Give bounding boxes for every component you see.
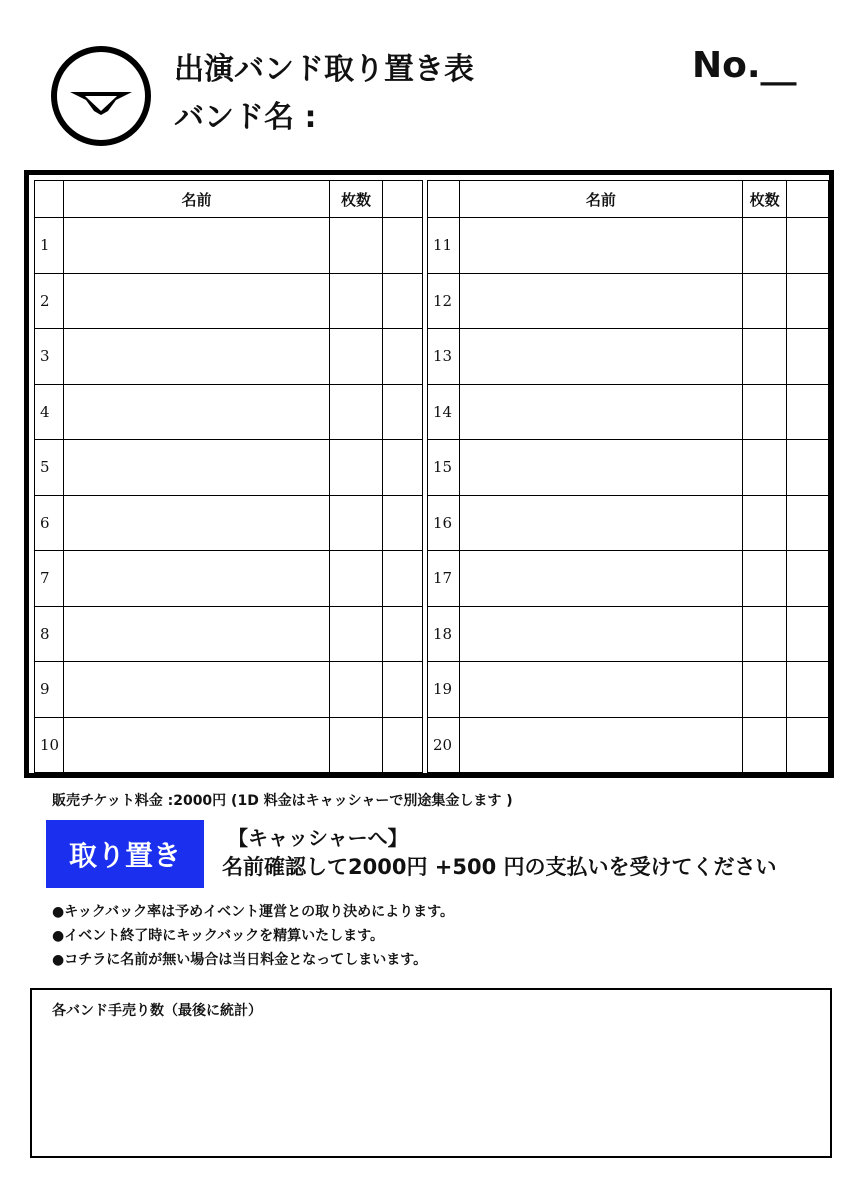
table-row <box>35 273 423 329</box>
cashier-instruction: 名前確認して2000円 +500 円の支払いを受けてください <box>222 855 777 879</box>
check-cell[interactable] <box>383 495 423 551</box>
name-cell[interactable] <box>64 717 330 773</box>
check-cell[interactable] <box>787 273 829 329</box>
number-header <box>428 181 460 218</box>
table-row <box>35 606 423 662</box>
check-cell[interactable] <box>383 717 423 773</box>
name-cell[interactable] <box>64 329 330 385</box>
check-cell[interactable] <box>383 440 423 496</box>
check-cell[interactable] <box>383 273 423 329</box>
band-name-label: バンド名 : <box>174 100 317 135</box>
check-header <box>383 181 423 218</box>
count-cell[interactable] <box>742 384 787 440</box>
row-number: 12 <box>428 273 460 329</box>
row-number: 6 <box>35 495 64 551</box>
check-cell[interactable] <box>787 218 829 274</box>
check-cell[interactable] <box>787 440 829 496</box>
name-cell[interactable] <box>459 606 742 662</box>
count-header: 枚数 <box>330 181 383 218</box>
name-cell[interactable] <box>459 384 742 440</box>
table-row <box>428 551 829 607</box>
row-number: 16 <box>428 495 460 551</box>
count-cell[interactable] <box>330 495 383 551</box>
table-row <box>428 495 829 551</box>
count-cell[interactable] <box>330 218 383 274</box>
check-cell[interactable] <box>787 551 829 607</box>
count-cell[interactable] <box>742 662 787 718</box>
document-number: No.__ <box>692 45 797 86</box>
cashier-heading: 【キャッシャーへ】 <box>228 826 408 850</box>
page-title: 出演バンド取り置き表 <box>174 52 474 87</box>
table-row <box>35 717 423 773</box>
count-cell[interactable] <box>742 329 787 385</box>
check-cell[interactable] <box>787 495 829 551</box>
table-row <box>35 218 423 274</box>
note-item: ●コチラに名前が無い場合は当日料金となってしまいます。 <box>52 952 428 968</box>
name-cell[interactable] <box>459 662 742 718</box>
table-row <box>35 384 423 440</box>
count-cell[interactable] <box>330 329 383 385</box>
row-number: 3 <box>35 329 64 385</box>
table-row <box>428 606 829 662</box>
count-cell[interactable] <box>742 218 787 274</box>
check-cell[interactable] <box>383 606 423 662</box>
row-number: 5 <box>35 440 64 496</box>
table-row <box>428 384 829 440</box>
name-cell[interactable] <box>459 495 742 551</box>
note-item: ●イベント終了時にキックバックを精算いたします。 <box>52 928 384 944</box>
check-header <box>787 181 829 218</box>
check-cell[interactable] <box>383 662 423 718</box>
name-cell[interactable] <box>459 218 742 274</box>
reservation-table-left <box>34 180 423 773</box>
count-cell[interactable] <box>742 551 787 607</box>
count-cell[interactable] <box>330 717 383 773</box>
logo-icon <box>50 45 152 147</box>
count-cell[interactable] <box>330 662 383 718</box>
name-cell[interactable] <box>459 329 742 385</box>
table-row <box>428 717 829 773</box>
check-cell[interactable] <box>383 218 423 274</box>
name-cell[interactable] <box>64 218 330 274</box>
row-number: 13 <box>428 329 460 385</box>
check-cell[interactable] <box>787 662 829 718</box>
table-row <box>428 218 829 274</box>
name-cell[interactable] <box>459 717 742 773</box>
table-row <box>428 329 829 385</box>
name-cell[interactable] <box>64 384 330 440</box>
count-cell[interactable] <box>330 384 383 440</box>
name-cell[interactable] <box>459 551 742 607</box>
count-cell[interactable] <box>330 273 383 329</box>
note-item: ●キックバック率は予めイベント運営との取り決めによります。 <box>52 904 454 920</box>
check-cell[interactable] <box>383 384 423 440</box>
row-number: 1 <box>35 218 64 274</box>
name-cell[interactable] <box>64 551 330 607</box>
name-cell[interactable] <box>64 662 330 718</box>
count-cell[interactable] <box>330 440 383 496</box>
table-row <box>428 273 829 329</box>
ticket-price-note: 販売チケット料金 :2000円 (1D 料金はキャッシャーで別途集金します ) <box>52 793 513 809</box>
table-row <box>35 551 423 607</box>
name-cell[interactable] <box>64 440 330 496</box>
count-cell[interactable] <box>742 717 787 773</box>
row-number: 20 <box>428 717 460 773</box>
row-number: 8 <box>35 606 64 662</box>
name-cell[interactable] <box>64 606 330 662</box>
row-number: 4 <box>35 384 64 440</box>
count-cell[interactable] <box>742 606 787 662</box>
row-number: 11 <box>428 218 460 274</box>
row-number: 2 <box>35 273 64 329</box>
reservation-sheet <box>24 170 834 778</box>
name-cell[interactable] <box>64 495 330 551</box>
count-cell[interactable] <box>330 606 383 662</box>
check-cell[interactable] <box>787 717 829 773</box>
table-row <box>35 495 423 551</box>
count-cell[interactable] <box>742 495 787 551</box>
check-cell[interactable] <box>383 329 423 385</box>
notes-list <box>52 900 454 972</box>
check-cell[interactable] <box>383 551 423 607</box>
tally-label: 各バンド手売り数（最後に統計） <box>52 1003 262 1019</box>
check-cell[interactable] <box>787 384 829 440</box>
row-number: 19 <box>428 662 460 718</box>
row-number: 7 <box>35 551 64 607</box>
count-cell[interactable] <box>742 273 787 329</box>
table-row <box>428 662 829 718</box>
table-header-row <box>428 181 829 218</box>
row-number: 17 <box>428 551 460 607</box>
table-row <box>35 662 423 718</box>
table-header-row <box>35 181 423 218</box>
name-cell[interactable] <box>459 440 742 496</box>
name-cell[interactable] <box>459 273 742 329</box>
count-header: 枚数 <box>742 181 787 218</box>
row-number: 10 <box>35 717 64 773</box>
reservation-badge: 取り置き <box>46 820 204 888</box>
number-header <box>35 181 64 218</box>
count-cell[interactable] <box>330 551 383 607</box>
check-cell[interactable] <box>787 329 829 385</box>
count-cell[interactable] <box>742 440 787 496</box>
name-cell[interactable] <box>64 273 330 329</box>
table-row <box>428 440 829 496</box>
row-number: 18 <box>428 606 460 662</box>
name-header: 名前 <box>459 181 742 218</box>
row-number: 15 <box>428 440 460 496</box>
table-row <box>35 329 423 385</box>
table-row <box>35 440 423 496</box>
name-header: 名前 <box>64 181 330 218</box>
tally-box <box>30 988 832 1158</box>
check-cell[interactable] <box>787 606 829 662</box>
row-number: 9 <box>35 662 64 718</box>
row-number: 14 <box>428 384 460 440</box>
reservation-table-right <box>427 180 829 773</box>
